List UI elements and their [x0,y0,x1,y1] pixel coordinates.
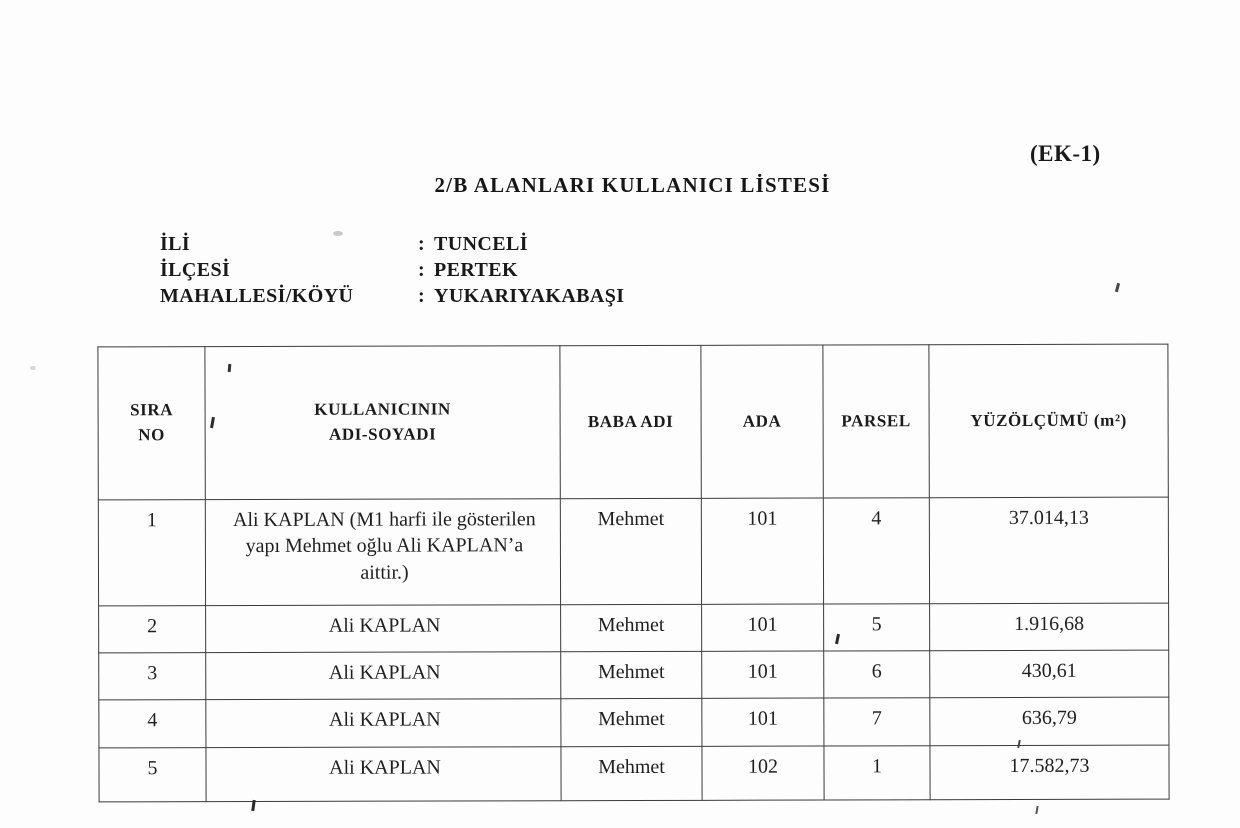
cell-sira-no: 3 [99,653,206,700]
column-header-parsel [823,345,929,498]
cell-baba-adi: Mehmet [561,698,702,746]
cell-baba-adi: Mehmet [560,498,701,604]
meta-row-province [160,231,780,257]
annex-label: (EK-1) [1030,141,1101,166]
cell-sira-no: 1 [98,500,205,606]
meta-label-province: İLİ [160,233,191,255]
scan-artifact [333,231,343,236]
header-line: KULLANICININ [314,399,451,420]
cell-parsel: 6 [824,651,930,698]
table-row [99,697,1169,748]
cell-baba-adi: Mehmet [561,746,702,800]
table-row [99,603,1169,653]
scan-artifact [251,800,256,811]
cell-sira-no: 5 [99,748,206,802]
cell-yuzolcumu: 430,61 [930,650,1169,698]
page-title: 2/B ALANLARI KULLANICI LİSTESİ [434,173,831,197]
meta-label-village: MAHALLESİ/KÖYÜ [160,285,354,307]
cell-adi-soyadi: Ali KAPLAN [206,747,561,802]
meta-label-district: İLÇESİ [160,259,231,281]
cell-yuzolcumu: 37.014,13 [929,497,1168,604]
cell-sira-no: 2 [99,606,206,653]
cell-ada: 101 [702,651,824,698]
header-line: ADA [742,411,782,431]
cell-yuzolcumu: 636,79 [930,697,1169,746]
header-line: BABA ADI [587,411,674,431]
meta-row-village [160,283,780,309]
cell-ada: 101 [701,498,823,604]
cell-parsel: 5 [824,604,930,651]
cell-ada: 102 [702,746,824,800]
cell-ada: 101 [702,698,824,746]
header-line: SIRA [130,400,174,420]
column-header-ada [701,345,823,498]
scan-artifact [1115,283,1120,292]
cell-sira-no: 4 [99,700,206,748]
meta-value-province: TUNCELİ [434,233,528,255]
scan-artifact [1035,806,1038,814]
scan-artifact [30,366,36,370]
meta-colon: : [418,259,426,281]
cell-ada: 101 [702,604,824,651]
header-line: ADI-SOYADI [328,424,437,444]
cell-parsel: 7 [824,698,930,746]
cell-yuzolcumu: 1.916,68 [930,603,1169,651]
column-header-yuzolcumu [929,344,1168,498]
cell-adi-soyadi: Ali KAPLAN [206,652,561,700]
meta-row-district [160,257,780,283]
cell-baba-adi: Mehmet [561,651,702,698]
table-row [99,745,1169,802]
user-list-table [97,344,1169,803]
meta-colon: : [418,233,426,255]
column-header-baba-adi [560,345,701,498]
column-header-sira-no [98,347,205,500]
user-list-table-wrap [97,344,1169,803]
table-row [99,650,1169,700]
header-line: PARSEL [841,410,911,431]
cell-adi-soyadi: Ali KAPLAN [206,605,561,653]
table-header-row [98,344,1168,500]
header-line: NO [138,425,166,445]
meta-colon: : [418,285,426,307]
cell-adi-soyadi: Ali KAPLAN [206,699,561,748]
cell-parsel: 4 [823,498,929,604]
meta-value-district: PERTEK [434,259,518,281]
cell-adi-soyadi: Ali KAPLAN (M1 harfi ile gösterilen yapı Mehmet oğlu Ali KAPLAN’a aittir.) [205,499,560,606]
cell-parsel: 1 [824,746,930,800]
cell-yuzolcumu: 17.582,73 [930,745,1169,800]
cell-baba-adi: Mehmet [561,604,702,651]
meta-value-village: YUKARIYAKABAŞI [434,285,625,307]
table-row [98,497,1168,606]
location-info [160,231,780,309]
header-line: YÜZÖLÇÜMÜ (m²) [970,410,1127,430]
column-header-adi-soyadi [205,346,560,500]
